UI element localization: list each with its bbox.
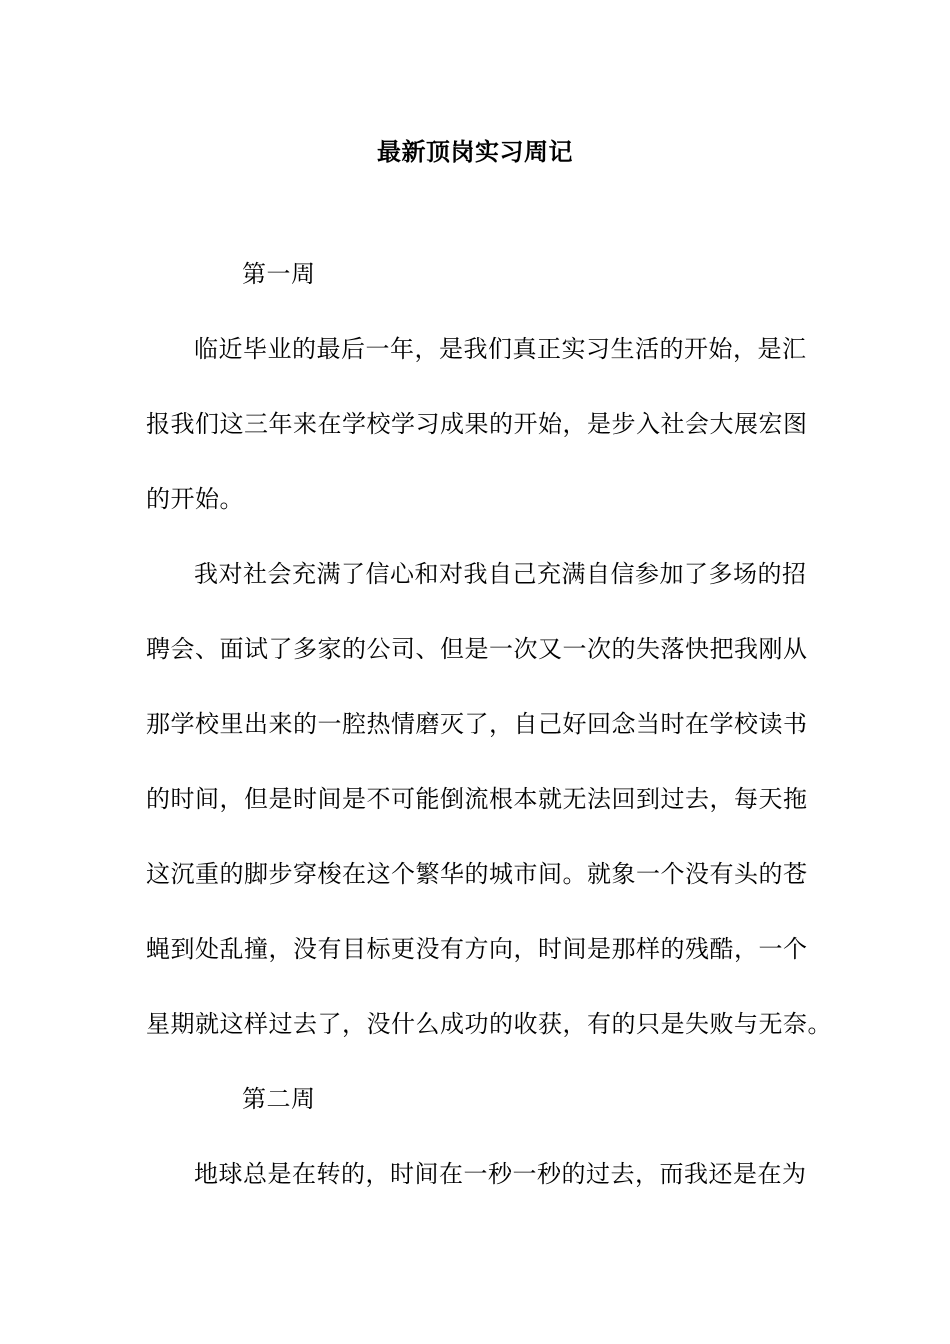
document-title: 最新顶岗实习周记 xyxy=(377,137,573,166)
week-heading: 第一周 xyxy=(242,260,316,288)
paragraph-line: 我对社会充满了信心和对我自己充满自信参加了多场的招 xyxy=(194,559,807,588)
paragraph-line: 的时间，但是时间是不可能倒流根本就无法回到过去，每天拖 xyxy=(146,784,808,813)
paragraph-line: 星期就这样过去了，没什么成功的收获，有的只是失败与无奈。 xyxy=(146,1009,832,1038)
paragraph-line: 蝇到处乱撞，没有目标更没有方向，时间是那样的残酷，一个 xyxy=(146,934,808,963)
paragraph-line: 的开始。 xyxy=(146,484,244,513)
paragraph-line: 那学校里出来的一腔热情磨灭了，自己好回念当时在学校读书 xyxy=(146,709,808,738)
paragraph-line: 聘会、面试了多家的公司、但是一次又一次的失落快把我刚从 xyxy=(146,634,808,663)
week-heading: 第二周 xyxy=(242,1084,316,1113)
paragraph-line: 这沉重的脚步穿梭在这个繁华的城市间。就象一个没有头的苍 xyxy=(146,859,808,888)
document-body xyxy=(146,256,832,1231)
paragraph-line: 报我们这三年来在学校学习成果的开始，是步入社会大展宏图 xyxy=(146,409,808,438)
paragraph-line: 地球总是在转的，时间在一秒一秒的过去，而我还是在为 xyxy=(194,1159,807,1188)
paragraph-line: 临近毕业的最后一年，是我们真正实习生活的开始，是汇 xyxy=(194,334,807,363)
